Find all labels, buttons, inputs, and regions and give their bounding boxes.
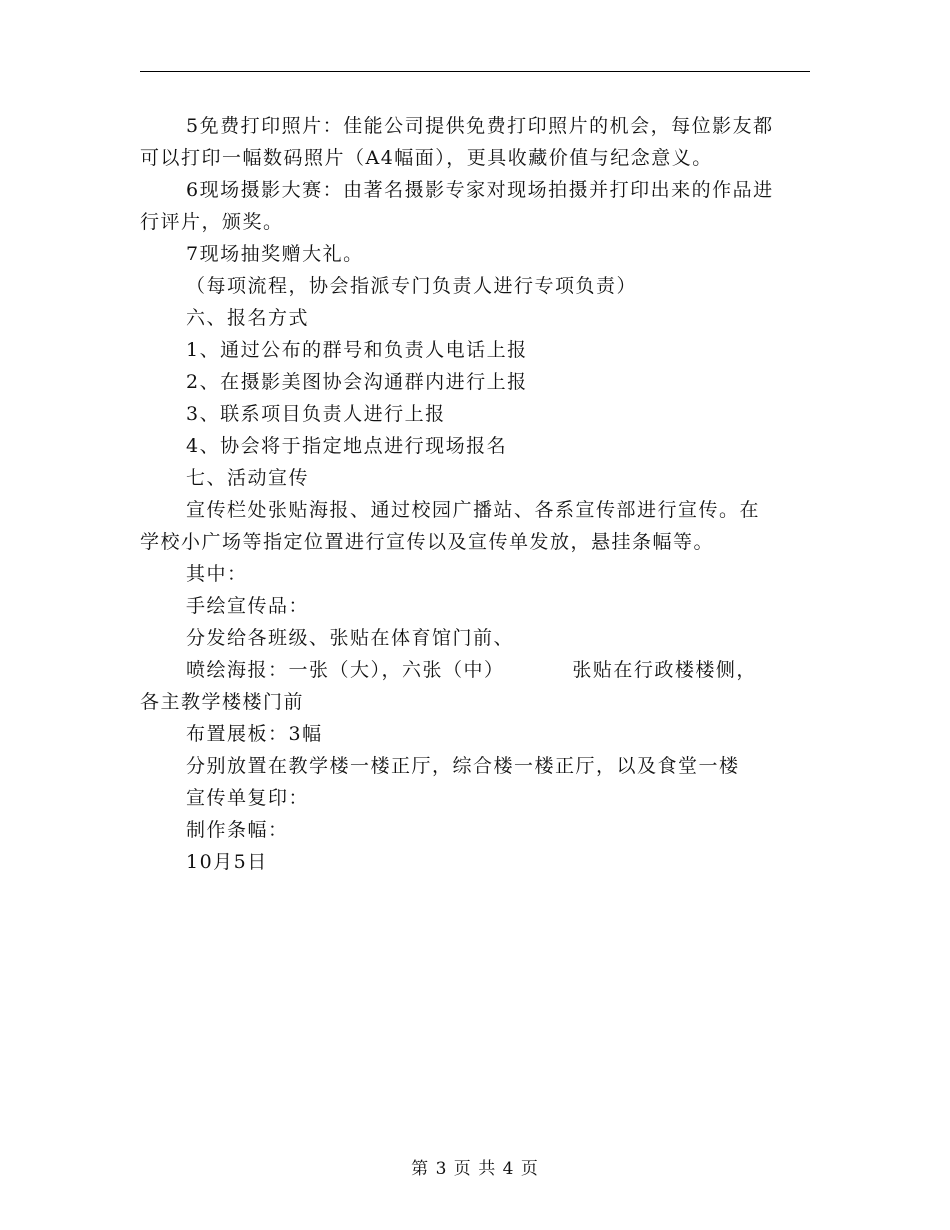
list-item: 2、在摄影美图协会沟通群内进行上报 (186, 371, 528, 393)
paragraph-line: （每项流程，协会指派专门负责人进行专项负责） (186, 275, 638, 297)
header-rule (140, 71, 810, 72)
paragraph-line: 各主教学楼楼门前 (140, 691, 305, 713)
paragraph-line: 7现场抽奖赠大礼。 (186, 243, 364, 265)
page-number-footer: 第 3 页 共 4 页 (411, 1159, 539, 1179)
paragraph-line: 其中： (186, 563, 248, 585)
paragraph-line: 手绘宣传品： (186, 595, 310, 617)
paragraph-line: 宣传栏处张贴海报、通过校园广播站、各系宣传部进行宣传。在 (186, 499, 761, 521)
paragraph-line: 制作条幅： (186, 819, 289, 841)
date-line: 10月5日 (186, 851, 268, 873)
paragraph-line: 学校小广场等指定位置进行宣传以及宣传单发放，悬挂条幅等。 (140, 531, 715, 553)
paragraph-line: 喷绘海报：一张（大），六张（中） 张贴在行政楼楼侧， (186, 659, 757, 681)
list-item: 1、通过公布的群号和负责人电话上报 (186, 339, 528, 361)
paragraph-line: 宣传单复印： (186, 787, 310, 809)
section-heading: 六、报名方式 (186, 307, 310, 329)
document-body (140, 110, 812, 878)
list-item: 4、协会将于指定地点进行现场报名 (186, 435, 508, 457)
paragraph-line: 6现场摄影大赛：由著名摄影专家对现场拍摄并打印出来的作品进 (186, 179, 774, 201)
paragraph-line: 分别放置在教学楼一楼正厅，综合楼一楼正厅，以及食堂一楼 (186, 755, 740, 777)
section-heading: 七、活动宣传 (186, 467, 310, 489)
paragraph-line: 行评片，颁奖。 (140, 211, 284, 233)
list-item: 3、联系项目负责人进行上报 (186, 403, 446, 425)
paragraph-line: 可以打印一幅数码照片（A4幅面），更具收藏价值与纪念意义。 (140, 147, 713, 169)
paragraph-line: 5免费打印照片：佳能公司提供免费打印照片的机会，每位影友都 (186, 115, 774, 137)
paragraph-line: 布置展板：3幅 (186, 723, 323, 745)
paragraph-line: 分发给各班级、张贴在体育馆门前、 (186, 627, 515, 649)
